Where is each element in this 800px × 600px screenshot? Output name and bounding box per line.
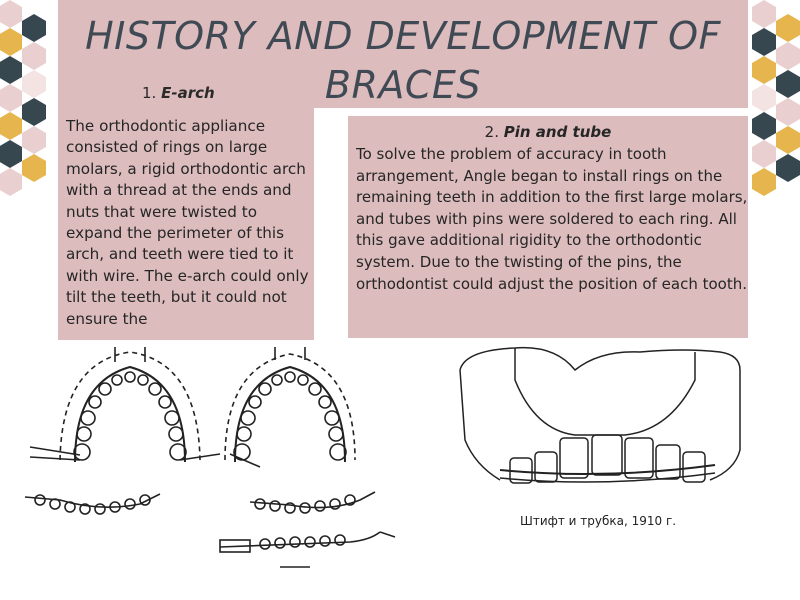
left-body-text: The orthodontic appliance consisted of rings on large molars, a rigid orthodontic arch with a thread at the ends and nuts that were twisted to expand the perimeter of this arch, and teeth were tied to it with wire. The e-arch could only tilt the teeth, but it could not ensure the [66, 117, 309, 328]
right-body-text: To solve the problem of accuracy in tooth arrangement, Angle began to install rings on the remaining teeth in addition to the first large molars, and tubes with pins were soldered to each ring. All this gave additional rigidity to the orthodontic system. Due to the twisting of the pins, the orthodontist could adjust the position of each tooth. [356, 145, 748, 293]
figure-caption: Штифт и трубка, 1910 г. [520, 514, 677, 528]
left-heading-number: 1. [142, 84, 157, 102]
right-heading [348, 123, 748, 141]
pin-and-tube-diagram [455, 340, 745, 510]
left-heading [142, 84, 215, 102]
right-heading-label: Pin and tube [503, 123, 612, 141]
right-heading-number: 2. [484, 123, 499, 141]
hexagon-decoration-right [740, 0, 800, 210]
slide-title: HISTORY AND DEVELOPMENT OF BRACES [85, 14, 721, 107]
left-heading-label: E-arch [161, 84, 215, 102]
hexagon-decoration-left [0, 0, 60, 200]
dental-arch-diagram [20, 342, 400, 582]
